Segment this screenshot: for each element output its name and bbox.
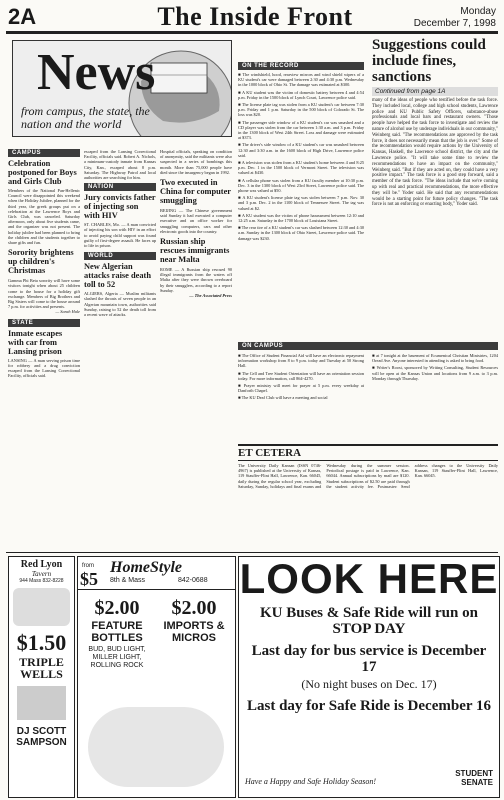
homestyle-from: from [82,563,94,569]
header-day: Monday [460,6,496,17]
record-list [238,72,364,241]
world-continued: Hospital officials, speaking on condition of anonymity, said the militants were also suspected in a series of bombings this month. More than 75,000 people have died since the insurgency began in 1992. [160,149,232,175]
record-item: ■ The driver's side window of a KU student's car was smashed between 12:30 and 3:30 a.m. in the 1600 block of High Drive, Lawrence police said. [238,142,364,158]
look-here-title: LOOK HERE [239,556,499,602]
record-item: ■ A KU student was the victim of phone harassment between 12:10 and 12:25 a.m. Saturday in the 1700 block of Louisiana Street. [238,212,364,224]
news-banner [12,40,232,137]
look-here-line3: (No night buses on Dec. 17) [301,677,437,691]
red-lyon-ad [8,556,75,798]
oncampus-list-right [372,353,498,383]
red-lyon-name: Red Lyon [20,559,63,570]
homestyle-name: HomeStyle [110,559,182,576]
homestyle-mid-brands: BUD, BUD LIGHT, MILLER LIGHT, ROLLING ROCK [88,646,146,669]
homestyle-right-price: $2.00 [171,597,217,619]
red-lyon-deal: TRIPLE WELLS [19,655,64,681]
et-cetera [238,444,498,548]
china-headline: Two executed in China for computer smuggling [160,178,231,206]
state-body: LANSING — A man serving prison time for robbery and a drug conviction escaped from the Lansing Correctional Facility, officials said. [8,357,80,379]
oncampus-item: ■ The Cell and Tree Student Orientation will have an orientation session today. For more information, call 864-4270. [238,370,364,381]
campus-section-label: CAMPUS [8,149,80,157]
homestyle-ad [77,556,236,798]
record-item: ■ The rear tire of a KU student's car was slashed between 12:30 and 4:30 a.m. Sunday in the 1300 block of Ohio Street, Lawrence police said. The damage was $230. [238,225,364,241]
news-title: News [37,44,156,101]
red-lyon-photo [17,686,66,720]
record-item: ■ The passenger side window of a KU student's car was smashed and a CD player was stolen from the car between 1:30 a.m. and 3 p.m. Friday in the 1300 block of West 24th Street. Loss and damage were estimated at $373. [238,119,364,141]
world-body: ALGIERS, Algeria — Muslim militants slashed the throats of seven people in an Algerian mountain town, authorities said Sunday, raising to 52 the death toll from a recent wave of attacks. [84,291,156,318]
campus-body-1: Members of the National Pan-Hellenic Council were disappointed this weekend when the Holiday Jubilee, planned for the third year, the greek groups put on a celebration at the Lawrence Boys and Girls Club, was canceled. Saturday afternoon, only about five students came, and the organizer was not present. The holiday jubilee had been planned to bring the children and the students together to share gifts and fun. [8,188,80,246]
world-headline: New Algerian attacks raise death toll to 52 [84,262,151,290]
oncampus-item: ■ The Office of Student Financial Aid will have an electronic repayment information workshop from 8 to 9 p.m. today and Tuesday at 50 Strong Hall. [238,353,364,369]
logo-line1: STUDENT [455,769,493,778]
homestyle-price: $5 [80,569,98,589]
homestyle-mid-label: FEATURE BOTTLES [91,620,143,644]
homestyle-sub: 8th & Mass [110,577,146,584]
oncampus-section-label: ON CAMPUS [238,342,498,350]
homestyle-feature [82,597,152,670]
record-item: ■ A KU student was the victim of domestic battery between 4 and 4:54 p.m. Friday in the 1500 block of Lynch Court, Lawrence police said. [238,89,364,100]
suggestions-headline: Suggestions could include fines, sanctions [372,37,486,85]
news-subtitle: from campus, the state, the nation and the world [21,104,150,131]
campus-column [8,149,80,549]
homestyle-mid-price: $2.00 [94,597,140,619]
campus-byline: — Sarah Hale [55,309,80,315]
red-lyon-lion-graphic [13,588,70,626]
look-here-ad [238,556,500,798]
on-the-record [238,62,364,334]
etcetera-body: The University Daily Kansan (ISSN 0746-4967) is published at the University of Kansas, 119 Stauffer-Flint Hall, Lawrence, Kan. 66045, daily during the regular school year, excluding Saturday, Sunday, holidays and final exams and Wednesday during the summer session. Periodical postage is paid in Lawrence, Kan. 66044. Annual subscriptions by mail are $120. Student subscriptions of $2.50 are paid through the student activity fee. Postmaster: Send address changes to the University Daily Kansan, 119 Stauffer-Flint Hall, Lawrence, Kan. 66045. [238,463,498,489]
ads-divider [6,552,498,553]
look-here-footer: Have a Happy and Safe Holiday Season! [245,777,377,786]
look-here-line1: KU Buses & Safe Ride will run on STOP DAY [260,605,478,637]
state-section-label: STATE [8,319,80,327]
header-date-text: December 7, 1998 [413,18,496,29]
state-headline: Inmate escapes with car from Lansing prison [8,328,63,356]
oncampus-list-left [238,353,364,403]
record-item: ■ A KU student's license plate tag was stolen between 7 p.m. Nov. 30 and 3 p.m. Dec. 2 in the 1100 block of Tennessee Street. The tag was valued at $2. [238,195,364,211]
record-item: ■ The license plate tag was stolen from a KU student's car between 7:30 p.m. Friday and 1 p.m. Saturday in the 500 block of Colorado St. The loss was $20. [238,102,364,118]
campus-headline-1: Celebration postponed for Boys and Girls Club [8,159,77,186]
record-section-label: ON THE RECORD [238,62,364,70]
campus-headline-2: Sorority brightens up children's Christmas [8,248,74,276]
student-senate-logo [455,769,493,787]
campus-body-2: Gamma Phi Beta sorority will have some visitors tonight when about 25 children come to the house for a holiday gift exchange. Members of Big Brothers and Big Sisters will come to the house around 7 p.m. for activities and presents. [8,278,80,310]
header-rule [6,31,498,34]
etcetera-title: ET CETERA [238,444,498,461]
homestyle-imports [158,597,230,644]
malta-body: ROME — A Russian ship rescued 90 illegal immigrants from the waters off Malta after they were thrown overboard by their smugglers, according to a report Sunday. [160,267,232,293]
suggestions-article [372,37,498,337]
nation-headline: Jury convicts father of injecting son with HIV [84,193,156,221]
homestyle-right-label: IMPORTS & MICROS [163,620,225,644]
oncampus-item: ■ at 7 tonight at the basement of Ecumenical Christian Ministries, 1204 Oread Ave. Anyone interested in attending is asked to bring food. [372,353,498,364]
look-here-line2: Last day for bus service is December 17 [251,643,487,675]
china-body: BEIJING — The Chinese government said Sunday it had executed a computer executive and an office worker for smuggling computers, cars and other electronic goods into the country. [160,208,232,234]
record-item: ■ The windshield, hood, rearview mirrors and wind shield wipers of a KU student's car were damaged between 2:30 and 4:30 p.m. Wednesday in the 1000 block of Ohio St. The damage was estimated at $300. [238,72,364,88]
oncampus-item: ■ The KU Deaf Club will have a meeting and social [238,395,328,401]
homestyle-graphic [88,707,224,787]
red-lyon-phone: 944 Mass 832-8228 [19,578,64,584]
logo-line2: SENATE [461,778,493,787]
world-section-label: WORLD [84,252,156,260]
oncampus-item: ■ Prayer ministry will meet for prayer at 5 p.m. every weekday at Danforth Chapel. [238,383,364,394]
suggestions-continued: Continued from page 1A [372,87,498,96]
homestyle-rule [78,589,235,590]
red-lyon-price: $1.50 [16,630,67,655]
header-date [414,6,496,30]
red-lyon-sub: Tavern [31,570,52,578]
page-title: The Inside Front [157,2,353,31]
homestyle-phone: 842-0688 [178,577,208,584]
page-number: 2A [8,4,37,29]
look-here-line4: Last day for Safe Ride is December 16 [247,698,491,714]
nation-section-label: NATION [84,183,156,191]
record-item: ■ A cellular phone was stolen from a KU faculty member at 10:30 p.m. Dec. 3 in the 1300 block of West 23rd Street, Lawrence police said. The phone was valued at $50. [238,177,364,194]
red-lyon-dj: DJ SCOTT SAMPSON [16,726,67,748]
world-column [160,149,232,549]
oncampus-item: ■ Writer's Roost, sponsored by Writing Consulting, Student Resources will be open at the Kansas Union and locations from 9 a.m. to 3 p.m. Monday through Thursday. [372,365,498,381]
ap-credit: — The Associated Press [189,293,232,299]
malta-headline: Russian ship rescues immigrants near Malta [160,237,230,265]
on-campus [238,342,498,442]
suggestions-body: many of the ideas of people who testified before the task force. They included local, college and high school students, Lawrence police and KU Public Safety Officers, substance-abuse professionals and local bars and restaurant owners. "Those people have helped the task force to investigate and review the nature of alcohol use by underage individuals in our community," Weinberg said. "The recommendations are approved by the task force, it does not necessarily mean that the job is over." Some of the recommendation would require actions by the University of Kansas, Haskell, the Lawrence school district, the city and the Lawrence police. "It will take some time to review the recommendations to have an impact on the community," Weinberg said. "But if they are acted on, they could have a very positive impact." The task force is a good step forward, said a member of the task force. "The ideas include that we're coming up with real and practical recommendations, the more effective they will be." Yoder said. He said that any recommendations would be a starting point for future policy changes. "The task force is not an enforcing or enacting body," Yoder said. [372,98,498,208]
nation-body: ST. CHARLES, Mo. — A man convicted of injecting his son with HIV in an effort to avoid paying child support was found guilty of first-degree assault. He faces up to life in prison. [84,222,156,249]
record-item: ■ A television was stolen from a KU student's home between 4 and 8:25 p.m. Dec. 1 in the 1500 block of Vermont Street. The television was valued at $430. [238,160,364,176]
nation-column: escaped from the Lansing Correctional Facility, officials said. Robert A. Nichols, a minimum-custody inmate from Kansas City, Kan., escaped about 8 p.m. Saturday. The Highway Patrol and local authorities are searching for him. NATION Jury convicts father of injecting son with HIV ST. CHARLES, Mo. — A man convicted of injecting his son with HIV in an effort to avoid paying child support was found guilty of first-degree assault. He faces up to life in prison. WORLD New Algerian attacks raise death toll to 52 ALGIERS, Algeria — Muslim militants slashed the throats of seven people in an Algerian mountain town, authorities said Sunday, raising to 52 the death toll from a recent wave of attacks. [84,149,156,318]
